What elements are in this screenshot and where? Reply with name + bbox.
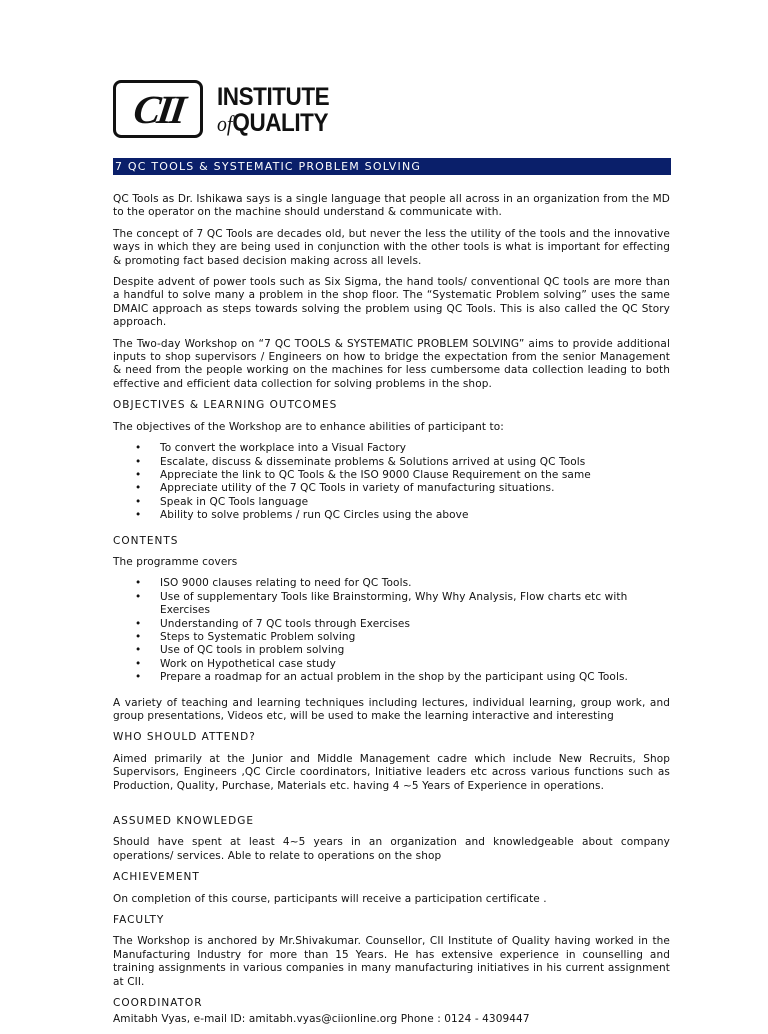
- coordinator-heading: COORDINATOR: [113, 997, 203, 1010]
- cii-logo-mark: [113, 80, 203, 138]
- list-item: • Use of QC tools in problem solving: [160, 644, 670, 657]
- faculty-heading: FACULTY: [113, 914, 165, 927]
- logo-mark-text: CII: [130, 86, 186, 132]
- list-item: • Appreciate utility of the 7 QC Tools in variety of manufacturing situations.: [160, 482, 670, 495]
- intro-paragraph-2: The concept of 7 QC Tools are decades old, but never the less the utility of the tools and the innovative ways in which they are being used in conjunction with the other tools is what is important for effecting & promoting fact based decision making across all levels.: [113, 227, 670, 267]
- contents-list: [113, 577, 670, 684]
- list-item: • Work on Hypothetical case study: [160, 658, 670, 671]
- list-item: • Speak in QC Tools language: [160, 496, 670, 509]
- list-item: • ISO 9000 clauses relating to need for QC Tools.: [160, 577, 670, 590]
- attend-heading: WHO SHOULD ATTEND?: [113, 731, 256, 744]
- list-item: • Prepare a roadmap for an actual problem in the shop by the participant using QC Tools.: [160, 671, 670, 684]
- list-item: • To convert the workplace into a Visual Factory: [160, 442, 670, 455]
- objectives-heading: OBJECTIVES & LEARNING OUTCOMES: [113, 399, 338, 412]
- list-item: • Steps to Systematic Problem solving: [160, 631, 670, 644]
- contents-heading: CONTENTS: [113, 534, 179, 547]
- cii-institute-of-quality-logo: [113, 80, 343, 142]
- coordinator-text: Amitabh Vyas, e-mail ID: amitabh.vyas@ciionline.org Phone : 0124 - 4309447: [113, 1012, 530, 1025]
- document-body: [113, 193, 670, 1034]
- achievement-heading: ACHIEVEMENT: [113, 871, 200, 884]
- logo-word-quality: QUALITY: [232, 109, 329, 137]
- logo-word-of-quality: [217, 110, 328, 137]
- list-item: • Understanding of 7 QC tools through Exercises: [160, 618, 670, 631]
- section-spacer: [113, 801, 670, 815]
- intro-paragraph-3: Despite advent of power tools such as Six Sigma, the hand tools/ conventional QC tools are more than a handful to solve many a problem in the shop floor. The “Systematic Problem solving” uses the same DMAIC approach as steps towards solving the problem using QC Tools. This is also called the QC Story approach.: [113, 276, 670, 329]
- list-item: • Appreciate the link to QC Tools & the ISO 9000 Clause Requirement on the same: [160, 469, 670, 482]
- document-title-bar: 7 QC TOOLS & SYSTEMATIC PROBLEM SOLVING: [113, 158, 671, 175]
- intro-paragraph-4: The Two-day Workshop on “7 QC TOOLS & SYSTEMATIC PROBLEM SOLVING” aims to provide additional inputs to shop supervisors / Engineers on how to bridge the expectation from the senior Management & need from the people working on the machines for less cumbersome data collection leading to both effective and efficient data collection for solving problems in the shop.: [113, 337, 670, 390]
- attend-text: Aimed primarily at the Junior and Middle Management cadre which include New Recruits, Shop Supervisors, Engineers ,QC Circle coordinators, Initiative leaders etc across various functions such as Production, Quality, Purchase, Materials etc. having 4 ~5 Years of Experience in operations.: [113, 752, 670, 792]
- contents-closing: A variety of teaching and learning techniques including lectures, individual learning, group work, and group presentations, Videos etc, will be used to make the learning interactive and interesting: [113, 696, 670, 722]
- knowledge-text: Should have spent at least 4~5 years in an organization and knowledgeable about company operations/ services. Able to relate to operations on the shop: [113, 836, 670, 862]
- logo-word-institute: INSTITUTE: [217, 83, 330, 111]
- logo-word-of: of: [217, 111, 233, 136]
- list-item: • Escalate, discuss & disseminate problems & Solutions arrived at using QC Tools: [160, 456, 670, 469]
- list-item: • Ability to solve problems / run QC Circles using the above: [160, 509, 670, 522]
- objectives-list: [113, 442, 670, 522]
- intro-paragraph-1: QC Tools as Dr. Ishikawa says is a single language that people all across in an organization from the MD to the operator on the machine should understand & communicate with.: [113, 193, 670, 219]
- faculty-text: The Workshop is anchored by Mr.Shivakumar. Counsellor, CII Institute of Quality having worked in the Manufacturing Industry for more than 15 Years. He has extensive experience in counselling and training assignments in various companies in many manufacturing initiatives in his current assignment at CII.: [113, 935, 670, 988]
- achievement-text: On completion of this course, participants will receive a participation certificate .: [113, 892, 547, 905]
- contents-lead: The programme covers: [113, 555, 238, 568]
- list-item: • Use of supplementary Tools like Brainstorming, Why Why Analysis, Flow charts etc with Exercises: [160, 591, 670, 618]
- knowledge-heading: ASSUMED KNOWLEDGE: [113, 815, 255, 828]
- objectives-lead: The objectives of the Workshop are to enhance abilities of participant to:: [113, 420, 504, 433]
